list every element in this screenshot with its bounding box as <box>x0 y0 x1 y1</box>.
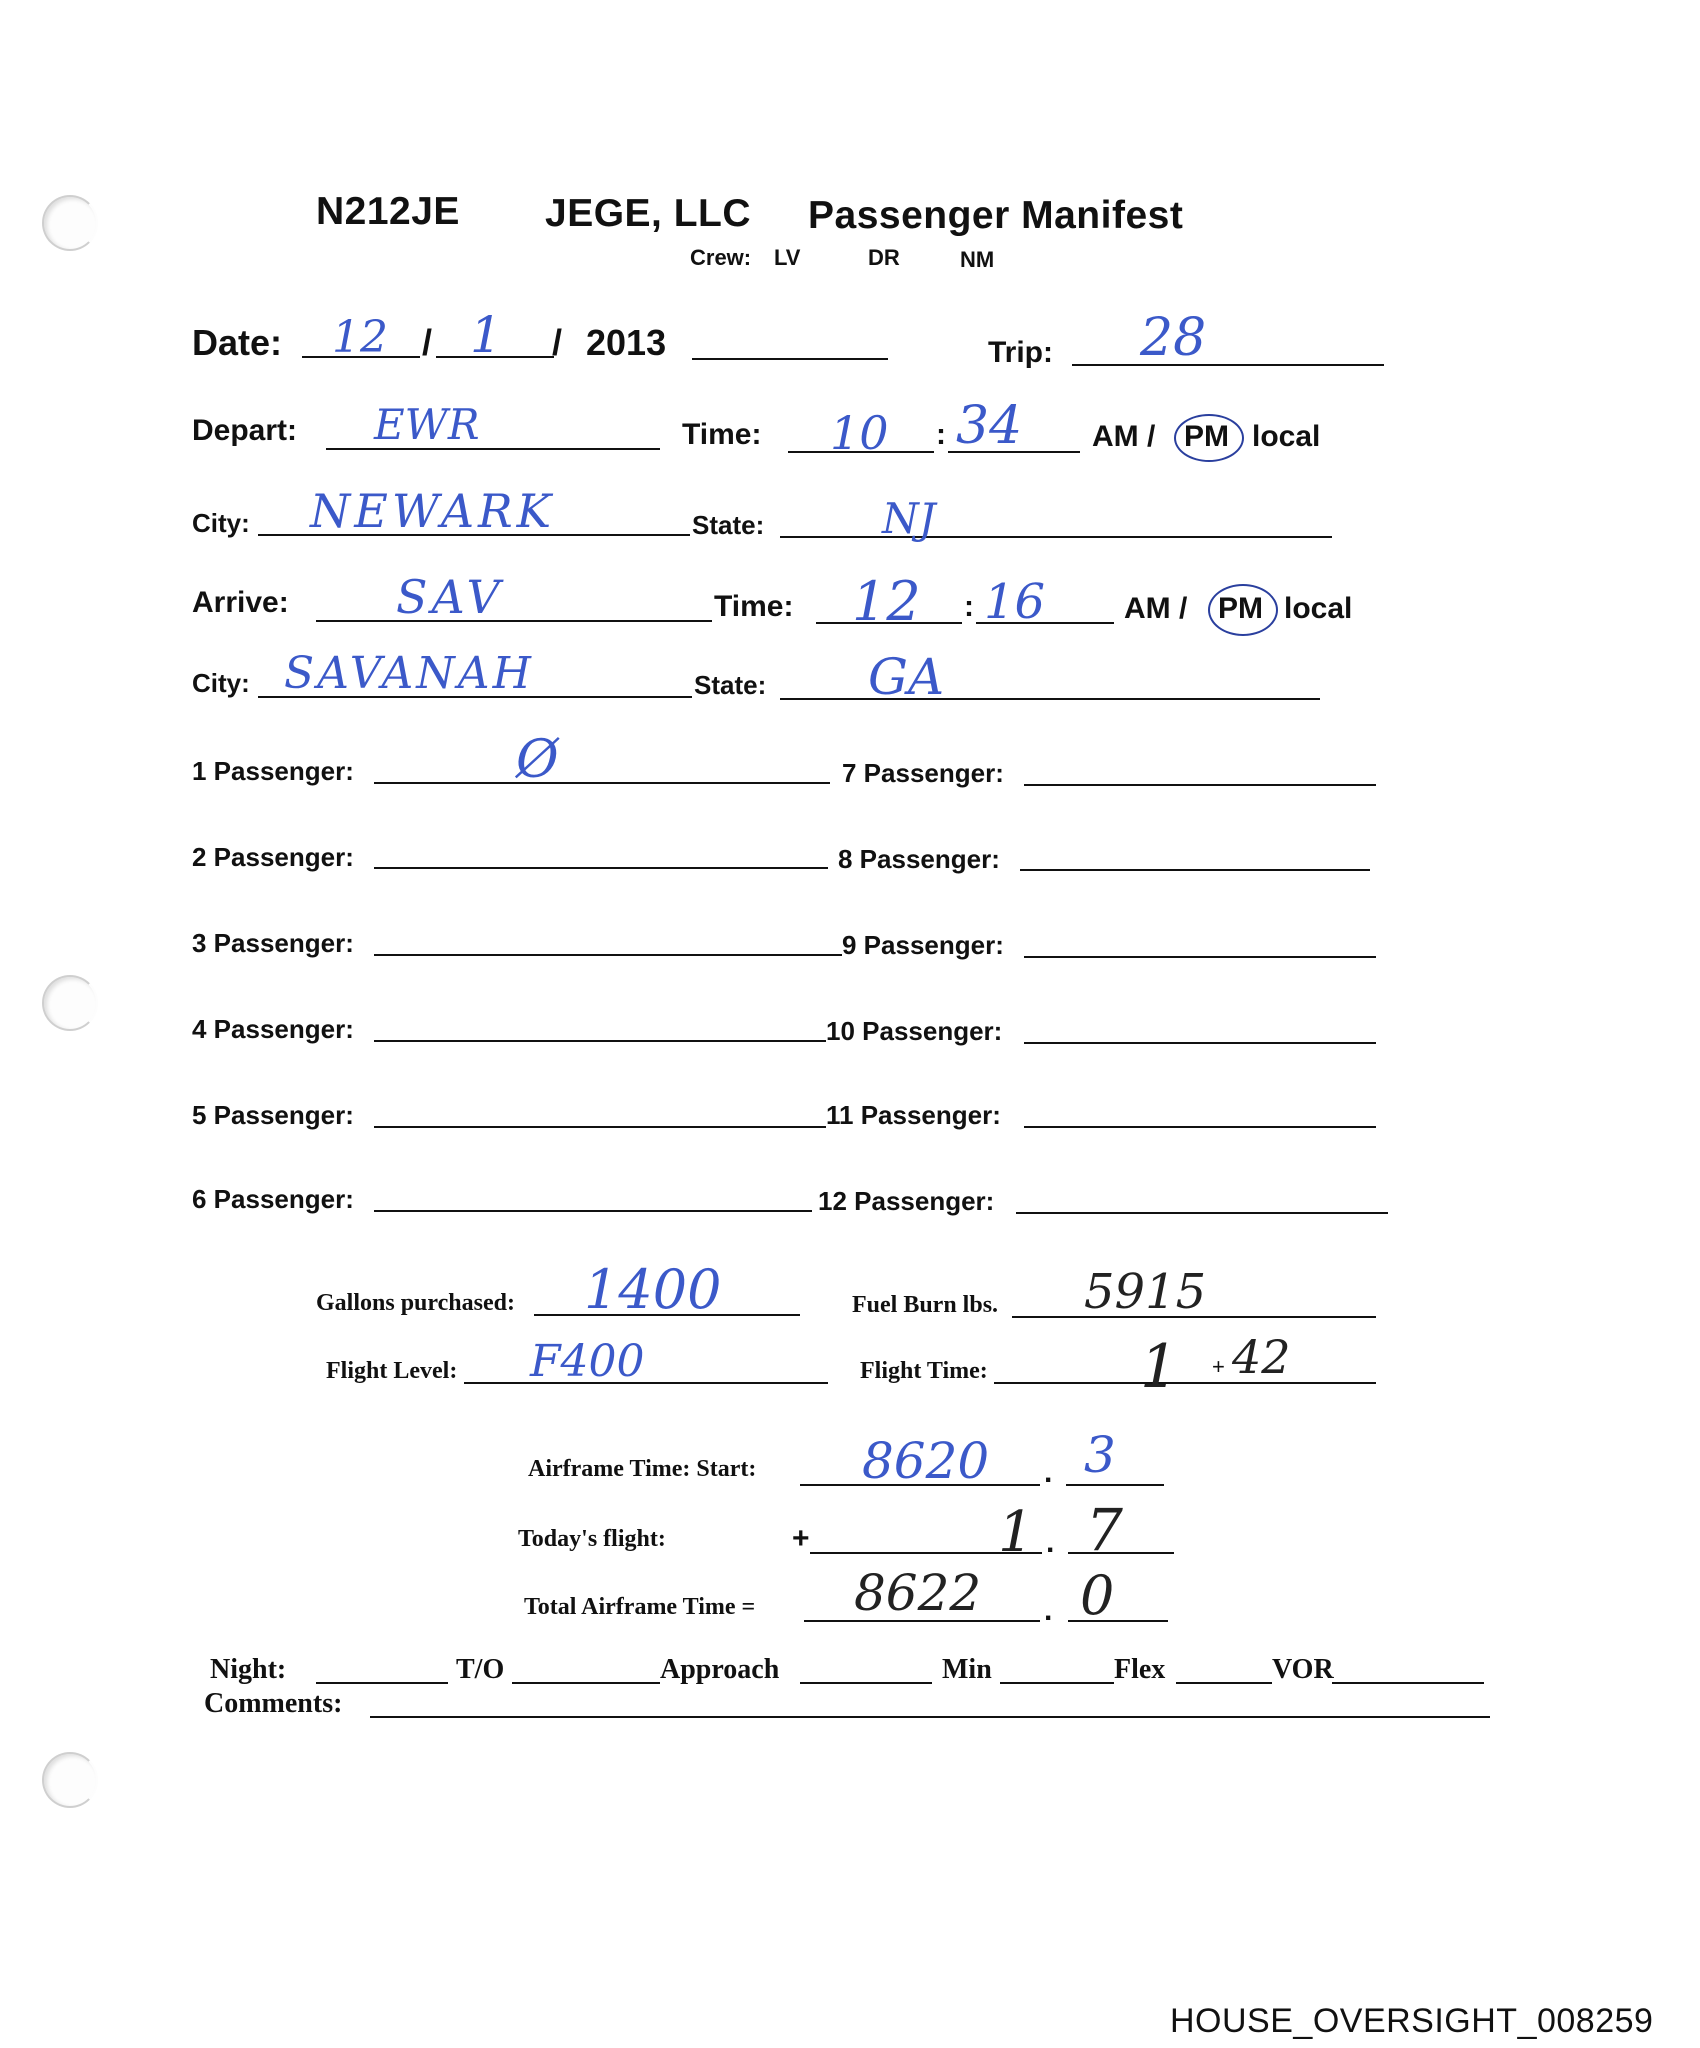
trip-label: Trip: <box>988 336 1053 369</box>
total-airframe-label: Total Airframe Time = <box>524 1594 756 1620</box>
todays-flight-plus: + <box>792 1522 810 1555</box>
tail-number: N212JE <box>316 190 460 233</box>
arrive-city-value: SAVANAH <box>284 648 534 699</box>
arrive-time-label: Time: <box>714 590 794 623</box>
total-airframe-tenth: 0 <box>1080 1564 1115 1627</box>
trip-value: 28 <box>1140 308 1207 368</box>
passenger-12-label: 12 Passenger: <box>818 1186 995 1216</box>
crew-member: DR <box>868 245 900 270</box>
fuel-burn-label: Fuel Burn lbs. <box>852 1292 999 1318</box>
passenger-6-line <box>374 1210 812 1212</box>
arrive-line <box>316 620 712 622</box>
passenger-9-label: 9 Passenger: <box>842 930 1004 960</box>
passenger-11-line <box>1024 1126 1376 1128</box>
date-day-value: 1 <box>470 306 502 364</box>
depart-state-line <box>780 536 1332 538</box>
arrive-city-label: City: <box>192 668 250 698</box>
form-title: Passenger Manifest <box>808 194 1184 237</box>
depart-label: Depart: <box>192 414 298 447</box>
binder-hole-bottom <box>42 1752 98 1808</box>
comments-label: Comments: <box>204 1688 343 1719</box>
passenger-2-line <box>374 867 828 869</box>
passenger-3-label: 3 Passenger: <box>192 928 354 958</box>
arrive-am-label: AM / <box>1124 592 1188 625</box>
passenger-6-label: 6 Passenger: <box>192 1184 354 1214</box>
arrive-value: SAV <box>396 570 504 624</box>
passenger-1-value: Ø <box>516 730 559 790</box>
arrive-time-colon: : <box>964 590 974 623</box>
date-year: 2013 <box>586 322 667 363</box>
passenger-3-line <box>374 954 842 956</box>
date-month-value: 12 <box>332 312 388 363</box>
airframe-start-label: Airframe Time: Start: <box>528 1456 757 1482</box>
passenger-8-label: 8 Passenger: <box>838 844 1000 874</box>
arrive-min-value: 16 <box>984 574 1046 630</box>
night-label: Night: <box>210 1654 287 1685</box>
arrive-hour-value: 12 <box>852 570 921 633</box>
gallons-value: 1400 <box>584 1258 722 1321</box>
gallons-label: Gallons purchased: <box>316 1290 515 1316</box>
depart-hour-value: 10 <box>830 406 889 460</box>
airframe-start-whole: 8620 <box>862 1432 990 1490</box>
depart-pm-label: PM <box>1184 420 1229 453</box>
flight-time-minutes: 42 <box>1232 1330 1291 1384</box>
depart-min-value: 34 <box>956 396 1023 456</box>
arrive-pm-circle <box>1208 584 1278 636</box>
flight-time-label: Flight Time: <box>860 1358 988 1384</box>
flight-time-hours: 1 <box>1140 1332 1179 1402</box>
arrive-pm-label: PM <box>1218 592 1263 625</box>
passenger-1-label: 1 Passenger: <box>192 756 354 786</box>
passenger-7-line <box>1024 784 1376 786</box>
arrive-state-label: State: <box>694 670 767 700</box>
approach-line <box>800 1682 932 1684</box>
airframe-start-dot: . <box>1044 1456 1053 1489</box>
todays-flight-label: Today's flight: <box>518 1526 666 1552</box>
binder-hole-top <box>42 195 98 251</box>
flex-line <box>1176 1682 1272 1684</box>
date-slash: / <box>422 322 433 363</box>
arrive-state-line <box>780 698 1320 700</box>
depart-state-label: State: <box>692 510 765 540</box>
arrive-state-value: GA <box>868 648 945 706</box>
passenger-5-line <box>374 1126 826 1128</box>
passenger-12-line <box>1016 1212 1388 1214</box>
passenger-9-line <box>1024 956 1376 958</box>
depart-city-label: City: <box>192 508 250 538</box>
date-year-line <box>692 358 888 360</box>
flight-time-plus: + <box>1212 1354 1225 1379</box>
passenger-4-label: 4 Passenger: <box>192 1014 354 1044</box>
flight-level-label: Flight Level: <box>326 1358 458 1384</box>
depart-local-label: local <box>1252 420 1321 453</box>
approach-label: Approach <box>660 1654 780 1685</box>
passenger-1-line <box>374 782 830 784</box>
min-line <box>1000 1682 1114 1684</box>
flight-level-line <box>464 1382 828 1384</box>
passenger-5-label: 5 Passenger: <box>192 1100 354 1130</box>
total-airframe-whole: 8622 <box>854 1564 982 1622</box>
flight-time-line <box>994 1382 1376 1384</box>
arrive-label: Arrive: <box>192 586 289 619</box>
comments-line <box>370 1716 1490 1718</box>
arrive-local-label: local <box>1284 592 1353 625</box>
crew-label: Crew: <box>690 245 752 270</box>
binder-hole-middle <box>42 975 98 1031</box>
depart-city-value: NEWARK <box>310 484 556 538</box>
date-label: Date: <box>192 322 283 363</box>
depart-time-colon: : <box>936 418 946 451</box>
todays-flight-whole: 1 <box>998 1500 1034 1565</box>
night-line <box>316 1682 448 1684</box>
passenger-2-label: 2 Passenger: <box>192 842 354 872</box>
passenger-10-line <box>1024 1042 1376 1044</box>
crew-member: NM <box>960 247 995 272</box>
airframe-start-tenth-line <box>1066 1484 1164 1486</box>
date-slash: / <box>552 322 563 363</box>
total-airframe-dot: . <box>1044 1594 1053 1627</box>
depart-state-value: NJ <box>882 494 936 543</box>
to-line <box>512 1682 660 1684</box>
company-name: JEGE, LLC <box>545 192 752 235</box>
trip-line <box>1072 364 1384 366</box>
vor-label: VOR <box>1272 1654 1334 1685</box>
todays-flight-tenth: 7 <box>1086 1496 1123 1564</box>
airframe-start-tenth: 3 <box>1084 1426 1116 1484</box>
vor-line <box>1332 1682 1484 1684</box>
depart-am-label: AM / <box>1092 420 1156 453</box>
crew-member: LV <box>774 245 801 270</box>
passenger-11-label: 11 Passenger: <box>826 1100 1001 1130</box>
bates-number: HOUSE_OVERSIGHT_008259 <box>1170 2002 1654 2040</box>
passenger-10-label: 10 Passenger: <box>826 1016 1003 1046</box>
flight-level-value: F400 <box>530 1336 645 1387</box>
depart-pm-circle <box>1174 414 1244 462</box>
min-label: Min <box>942 1654 992 1685</box>
todays-flight-dot: . <box>1046 1526 1055 1559</box>
flex-label: Flex <box>1114 1654 1166 1685</box>
depart-time-label: Time: <box>682 418 762 451</box>
fuel-burn-value: 5915 <box>1084 1264 1207 1320</box>
passenger-4-line <box>374 1040 826 1042</box>
depart-value: EWR <box>374 400 480 449</box>
passenger-8-line <box>1020 869 1370 871</box>
passenger-7-label: 7 Passenger: <box>842 758 1004 788</box>
to-label: T/O <box>456 1654 505 1685</box>
